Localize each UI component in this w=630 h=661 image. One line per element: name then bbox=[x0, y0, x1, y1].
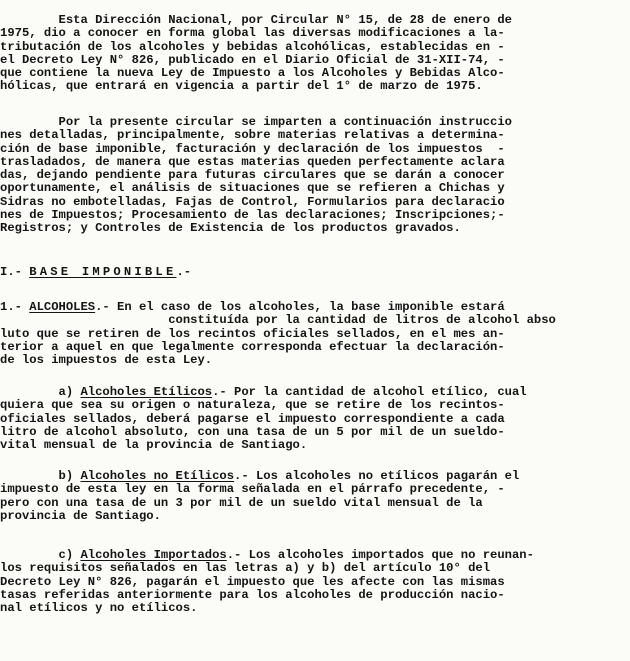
text-line: nes detalladas, principalmente, sobre materias relativas a determina- bbox=[0, 129, 505, 143]
text-line: luto que se retiren de los recintos oficiales sellados, en el mes an- bbox=[0, 327, 505, 341]
text-line: Esta Dirección Nacional, por Circular N° 15, de 28 de enero de bbox=[0, 14, 512, 27]
text-line: .- Los alcoholes importados que no reunan- bbox=[226, 549, 534, 562]
item-number: 1.- bbox=[0, 301, 30, 314]
text-line: ción de base imponible, facturación y declaración de los impuestos - bbox=[0, 142, 505, 156]
text-line: tasas referidas anteriormente para los alcoholes de producción nacio- bbox=[0, 588, 505, 602]
section-heading bbox=[0, 266, 630, 279]
text-line: vital mensual de la provincia de Santiago. bbox=[0, 439, 308, 453]
text-line: terior a aquel en que legalmente corresponda efectuar la declaración- bbox=[0, 340, 505, 354]
text-line: nal etílicos y no etílicos. bbox=[0, 602, 198, 616]
text-line: nes de Impuestos; Procesamiento de las declaraciones; Inscripciones;- bbox=[0, 209, 505, 223]
text-line: constituída por la cantidad de litros de alcohol abso bbox=[0, 314, 556, 328]
text-line: 1975, dio a conocer en forma global las diversas modificaciones a la- bbox=[0, 27, 505, 41]
item-indent: c) bbox=[0, 549, 81, 562]
item-a-alcoholes-etilicos bbox=[0, 386, 630, 452]
paragraph-instructions bbox=[0, 116, 630, 236]
item-alcoholes bbox=[0, 301, 630, 367]
section-suffix: .- bbox=[176, 266, 192, 279]
text-line: de los impuestos de esta Ley. bbox=[0, 354, 213, 368]
item-heading: Alcoholes no Etílicos bbox=[80, 470, 235, 483]
text-line: pero con una tasa de un 3 por mil de un sueldo vital mensual de la bbox=[0, 496, 483, 510]
text-line: Registros; y Controles de Existencia de los productos gravados. bbox=[0, 222, 461, 236]
text-line: .- En el caso de los alcoholes, la base imponible estará bbox=[95, 301, 505, 314]
text-line: Decreto Ley N° 826, pagarán el impuesto que les afecte con las mismas bbox=[0, 575, 505, 589]
item-indent: b) bbox=[0, 470, 81, 483]
text-line: impuesto de esta ley en la forma señalada en el párrafo precedente, - bbox=[0, 483, 505, 497]
text-line: provincia de Santiago. bbox=[0, 509, 161, 523]
text-line: .- Por la cantidad de alcohol etílico, cual bbox=[212, 386, 527, 399]
text-line: quiera que sea su origen o naturaleza, que se retire de los recintos- bbox=[0, 399, 505, 413]
section-title: BASE IMPONIBLE bbox=[29, 266, 177, 279]
text-line: trasladados, de manera que estas materias queden perfectamente aclara bbox=[0, 155, 505, 169]
item-heading: ALCOHOLES bbox=[29, 301, 96, 314]
text-line: oficiales sellados, deberá pagarse el impuesto correspondiente a cada bbox=[0, 412, 505, 426]
text-line: hólicas, que entrará en vigencia a partir del 1° de marzo de 1975. bbox=[0, 80, 483, 94]
text-line: el Decreto Ley N° 826, publicado en el Diario Oficial de 31-XII-74, - bbox=[0, 53, 505, 67]
text-line: que contiene la nueva Ley de Impuesto a los Alcoholes y Bebidas Alco- bbox=[0, 67, 505, 81]
item-heading: Alcoholes Etílicos bbox=[80, 386, 213, 399]
item-heading: Alcoholes Importados bbox=[80, 549, 227, 562]
text-line: los requisitos señalados en las letras a) y b) del artículo 10° del bbox=[0, 562, 491, 576]
text-line: .- Los alcoholes no etílicos pagarán el bbox=[234, 470, 520, 483]
section-number: I.- bbox=[0, 266, 30, 279]
paragraph-intro bbox=[0, 14, 630, 94]
text-line: litro de alcohol absoluto, con una tasa de un 5 por mil de un sueldo- bbox=[0, 425, 505, 439]
text-line: Por la presente circular se imparten a continuación instruccio bbox=[0, 116, 512, 129]
item-c-alcoholes-importados bbox=[0, 549, 630, 615]
item-b-alcoholes-no-etilicos bbox=[0, 470, 630, 523]
text-line: tributación de los alcoholes y bebidas alcohólicas, establecidas en - bbox=[0, 40, 505, 54]
text-line: das, dejando pendiente para futuras circulares que se darán a conocer bbox=[0, 169, 505, 183]
item-indent: a) bbox=[0, 386, 81, 399]
text-line: Sidras no embotelladas, Fajas de Control, Formularios para declaracio bbox=[0, 195, 505, 209]
text-line: oportunamente, el análisis de situaciones que se refieren a Chichas y bbox=[0, 182, 505, 196]
